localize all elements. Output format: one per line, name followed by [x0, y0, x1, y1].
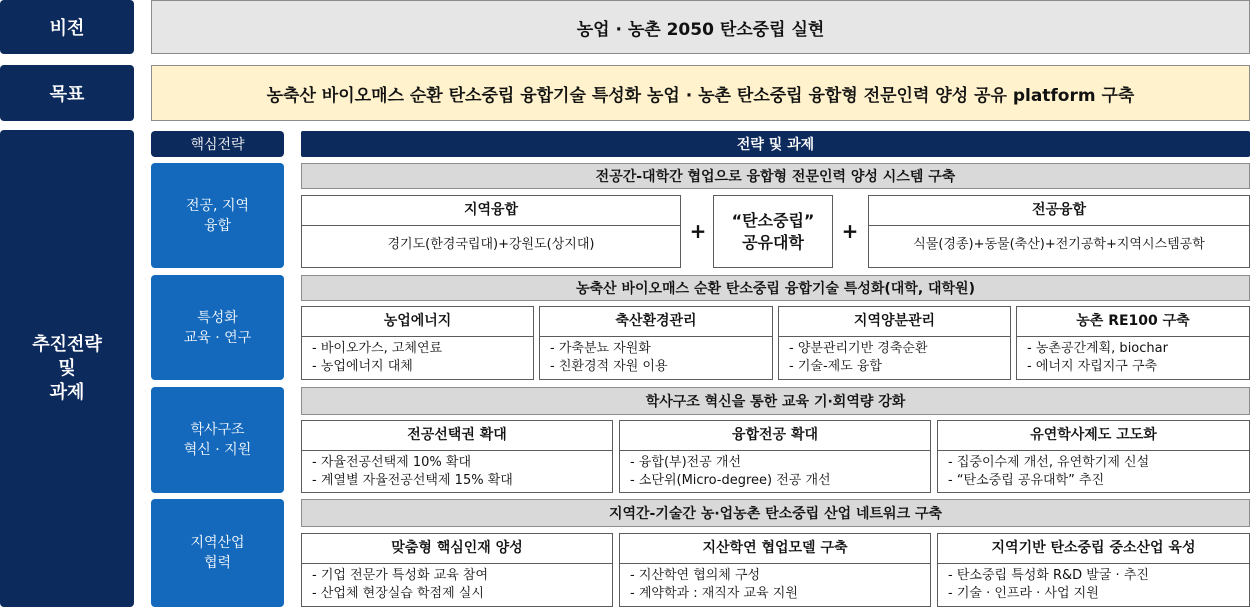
livestock-env-box	[539, 306, 773, 380]
regional-sme-box	[937, 533, 1250, 607]
flexible-academic-item-1: - 집중이수제 개선, 유연학기제 신설	[948, 455, 1150, 470]
row1-bar: 전공간-대학간 협업으로 융합형 전문인력 양성 시스템 구축	[301, 163, 1250, 189]
convergence-major-item-2: - 소단위(Micro-degree) 전공 개선	[630, 473, 831, 488]
custom-talent-item-2: - 산업체 현장실습 학점제 실시	[312, 586, 484, 601]
row2-label: 특성화 교육 · 연구	[151, 275, 284, 380]
convergence-major-box	[619, 420, 931, 493]
major-fusion-title: 전공융합	[869, 196, 1249, 226]
flexible-academic-item-2: - “탄소중립 공유대학” 추진	[948, 473, 1105, 488]
nutrient-mgmt-item-1: - 양분관리기반 경축순환	[789, 341, 928, 356]
goal-label: 목표	[0, 65, 134, 121]
major-choice-box	[301, 420, 613, 493]
convergence-major-item-1: - 융합(부)전공 개선	[630, 455, 742, 470]
vision-label: 비전	[0, 0, 134, 54]
agri-energy-item-1: - 바이오가스, 고체연료	[312, 341, 443, 356]
nutrient-mgmt-box	[778, 306, 1011, 380]
row1-label: 전공, 지역 융합	[151, 163, 284, 268]
major-fusion-body: 식물(경종)+동물(축산)+전기공학+지역시스템공학	[913, 237, 1205, 252]
custom-talent-box	[301, 533, 613, 607]
vision-text: 농업 · 농촌 2050 탄소중립 실현	[151, 0, 1250, 54]
agri-energy-item-2: - 농업에너지 대체	[312, 359, 413, 374]
major-choice-item-2: - 계열별 자율전공선택제 15% 확대	[312, 473, 513, 488]
major-fusion-box	[868, 195, 1250, 268]
collab-model-item-1: - 지산학연 협의체 구성	[630, 568, 761, 583]
collab-model-box	[619, 533, 931, 607]
row3-bar: 학사구조 혁신을 통한 교육 기·회역량 강화	[301, 387, 1250, 415]
plus-sign-right: +	[841, 219, 859, 243]
plus-sign-left: +	[689, 219, 707, 243]
goal-text: 농축산 바이오매스 순환 탄소중립 융합기술 특성화 농업 · 농촌 탄소중립 융합형 전문인력 양성 공유 platform 구축	[151, 65, 1250, 121]
row3-label: 학사구조 혁신 · 지원	[151, 387, 284, 493]
regional-sme-item-1: - 탄소중립 특성화 R&D 발굴 · 추진	[948, 568, 1149, 583]
major-choice-title: 전공선택권 확대	[302, 421, 612, 451]
carbon-neutral-univ-box: “탄소중립” 공유대학	[713, 195, 833, 268]
livestock-env-title: 축산환경관리	[540, 307, 772, 337]
regional-fusion-title: 지역융합	[302, 196, 680, 226]
agri-energy-box	[301, 306, 534, 380]
row4-bar: 지역간-기술간 농·업농촌 탄소중립 산업 네트워크 구축	[301, 499, 1250, 527]
livestock-env-item-2: - 친환경적 자원 이용	[550, 359, 668, 374]
flexible-academic-title: 유연학사제도 고도화	[938, 421, 1249, 451]
rural-re100-title: 농촌 RE100 구축	[1017, 307, 1249, 337]
rural-re100-box	[1016, 306, 1250, 380]
custom-talent-item-1: - 기업 전문가 특성화 교육 참여	[312, 568, 489, 583]
regional-fusion-body: 경기도(한경국립대)+강원도(상지대)	[387, 237, 595, 252]
regional-sme-item-2: - 기술 · 인프라 · 사업 지원	[948, 586, 1099, 601]
regional-fusion-box	[301, 195, 681, 268]
collab-model-item-2: - 계약학과 : 재직자 교육 지원	[630, 586, 798, 601]
regional-sme-title: 지역기반 탄소중립 중소산업 육성	[938, 534, 1249, 564]
rural-re100-item-1: - 농촌공간계획, biochar	[1027, 341, 1168, 356]
livestock-env-item-1: - 가축분뇨 자원화	[550, 341, 651, 356]
rural-re100-item-2: - 에너지 자립지구 구축	[1027, 359, 1158, 374]
flexible-academic-box	[937, 420, 1250, 493]
collab-model-title: 지산학연 협업모델 구축	[620, 534, 930, 564]
core-strategy-header: 핵심전략	[151, 131, 284, 157]
row4-label: 지역산업 협력	[151, 499, 284, 607]
row2-bar: 농축산 바이오매스 순환 탄소중립 융합기술 특성화(대학, 대학원)	[301, 275, 1250, 301]
major-choice-item-1: - 자율전공선택제 10% 확대	[312, 455, 472, 470]
convergence-major-title: 융합전공 확대	[620, 421, 930, 451]
strategy-label: 추진전략 및 과제	[0, 130, 134, 607]
custom-talent-title: 맞춤형 핵심인재 양성	[302, 534, 612, 564]
nutrient-mgmt-item-2: - 기술-제도 융합	[789, 359, 882, 374]
agri-energy-title: 농업에너지	[302, 307, 533, 337]
tasks-header: 전략 및 과제	[301, 131, 1250, 157]
nutrient-mgmt-title: 지역양분관리	[779, 307, 1010, 337]
